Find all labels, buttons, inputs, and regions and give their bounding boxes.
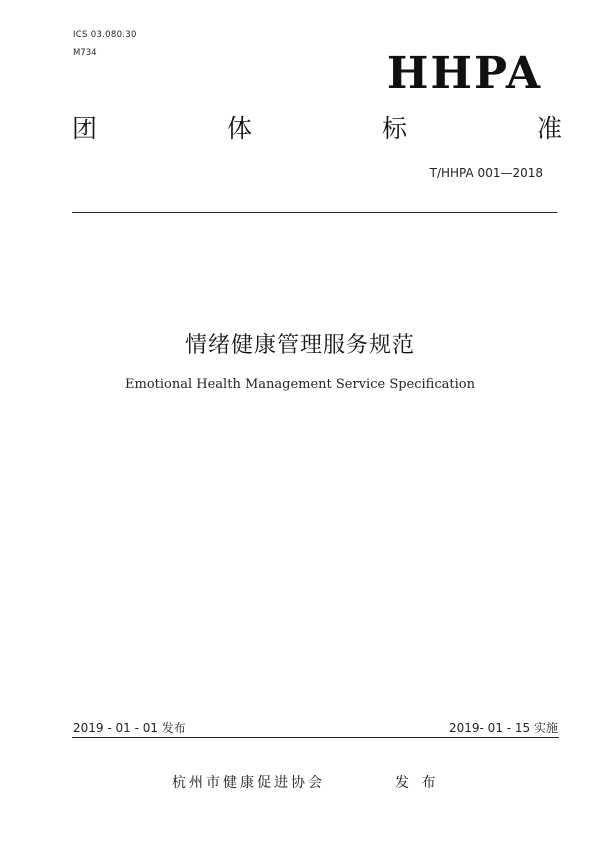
standard-type-char: 准 [536, 114, 562, 143]
standard-type-char: 标 [381, 114, 407, 143]
ics-code: ICS 03.080.30 [73, 30, 137, 40]
implementation-date: 2019- 01 - 15 实施 [449, 721, 558, 735]
footer-divider [72, 737, 559, 738]
publisher-name: 杭州市健康促进协会 [172, 775, 325, 791]
document-title-chinese: 情绪健康管理服务规范 [184, 333, 415, 358]
ccs-code: M734 [73, 48, 97, 58]
issue-date: 2019 - 01 - 01 发布 [73, 721, 186, 735]
hhpa-logo: HHPA [386, 48, 542, 99]
document-title-english: Emotional Health Management Service Specification [125, 377, 475, 392]
header-divider [72, 212, 557, 213]
standard-code: T/HHPA 001—2018 [429, 166, 543, 180]
standard-type-char: 团 [72, 114, 98, 143]
publish-label: 发 布 [395, 775, 440, 791]
standard-type-heading [72, 116, 562, 141]
standard-type-char: 体 [226, 114, 252, 143]
